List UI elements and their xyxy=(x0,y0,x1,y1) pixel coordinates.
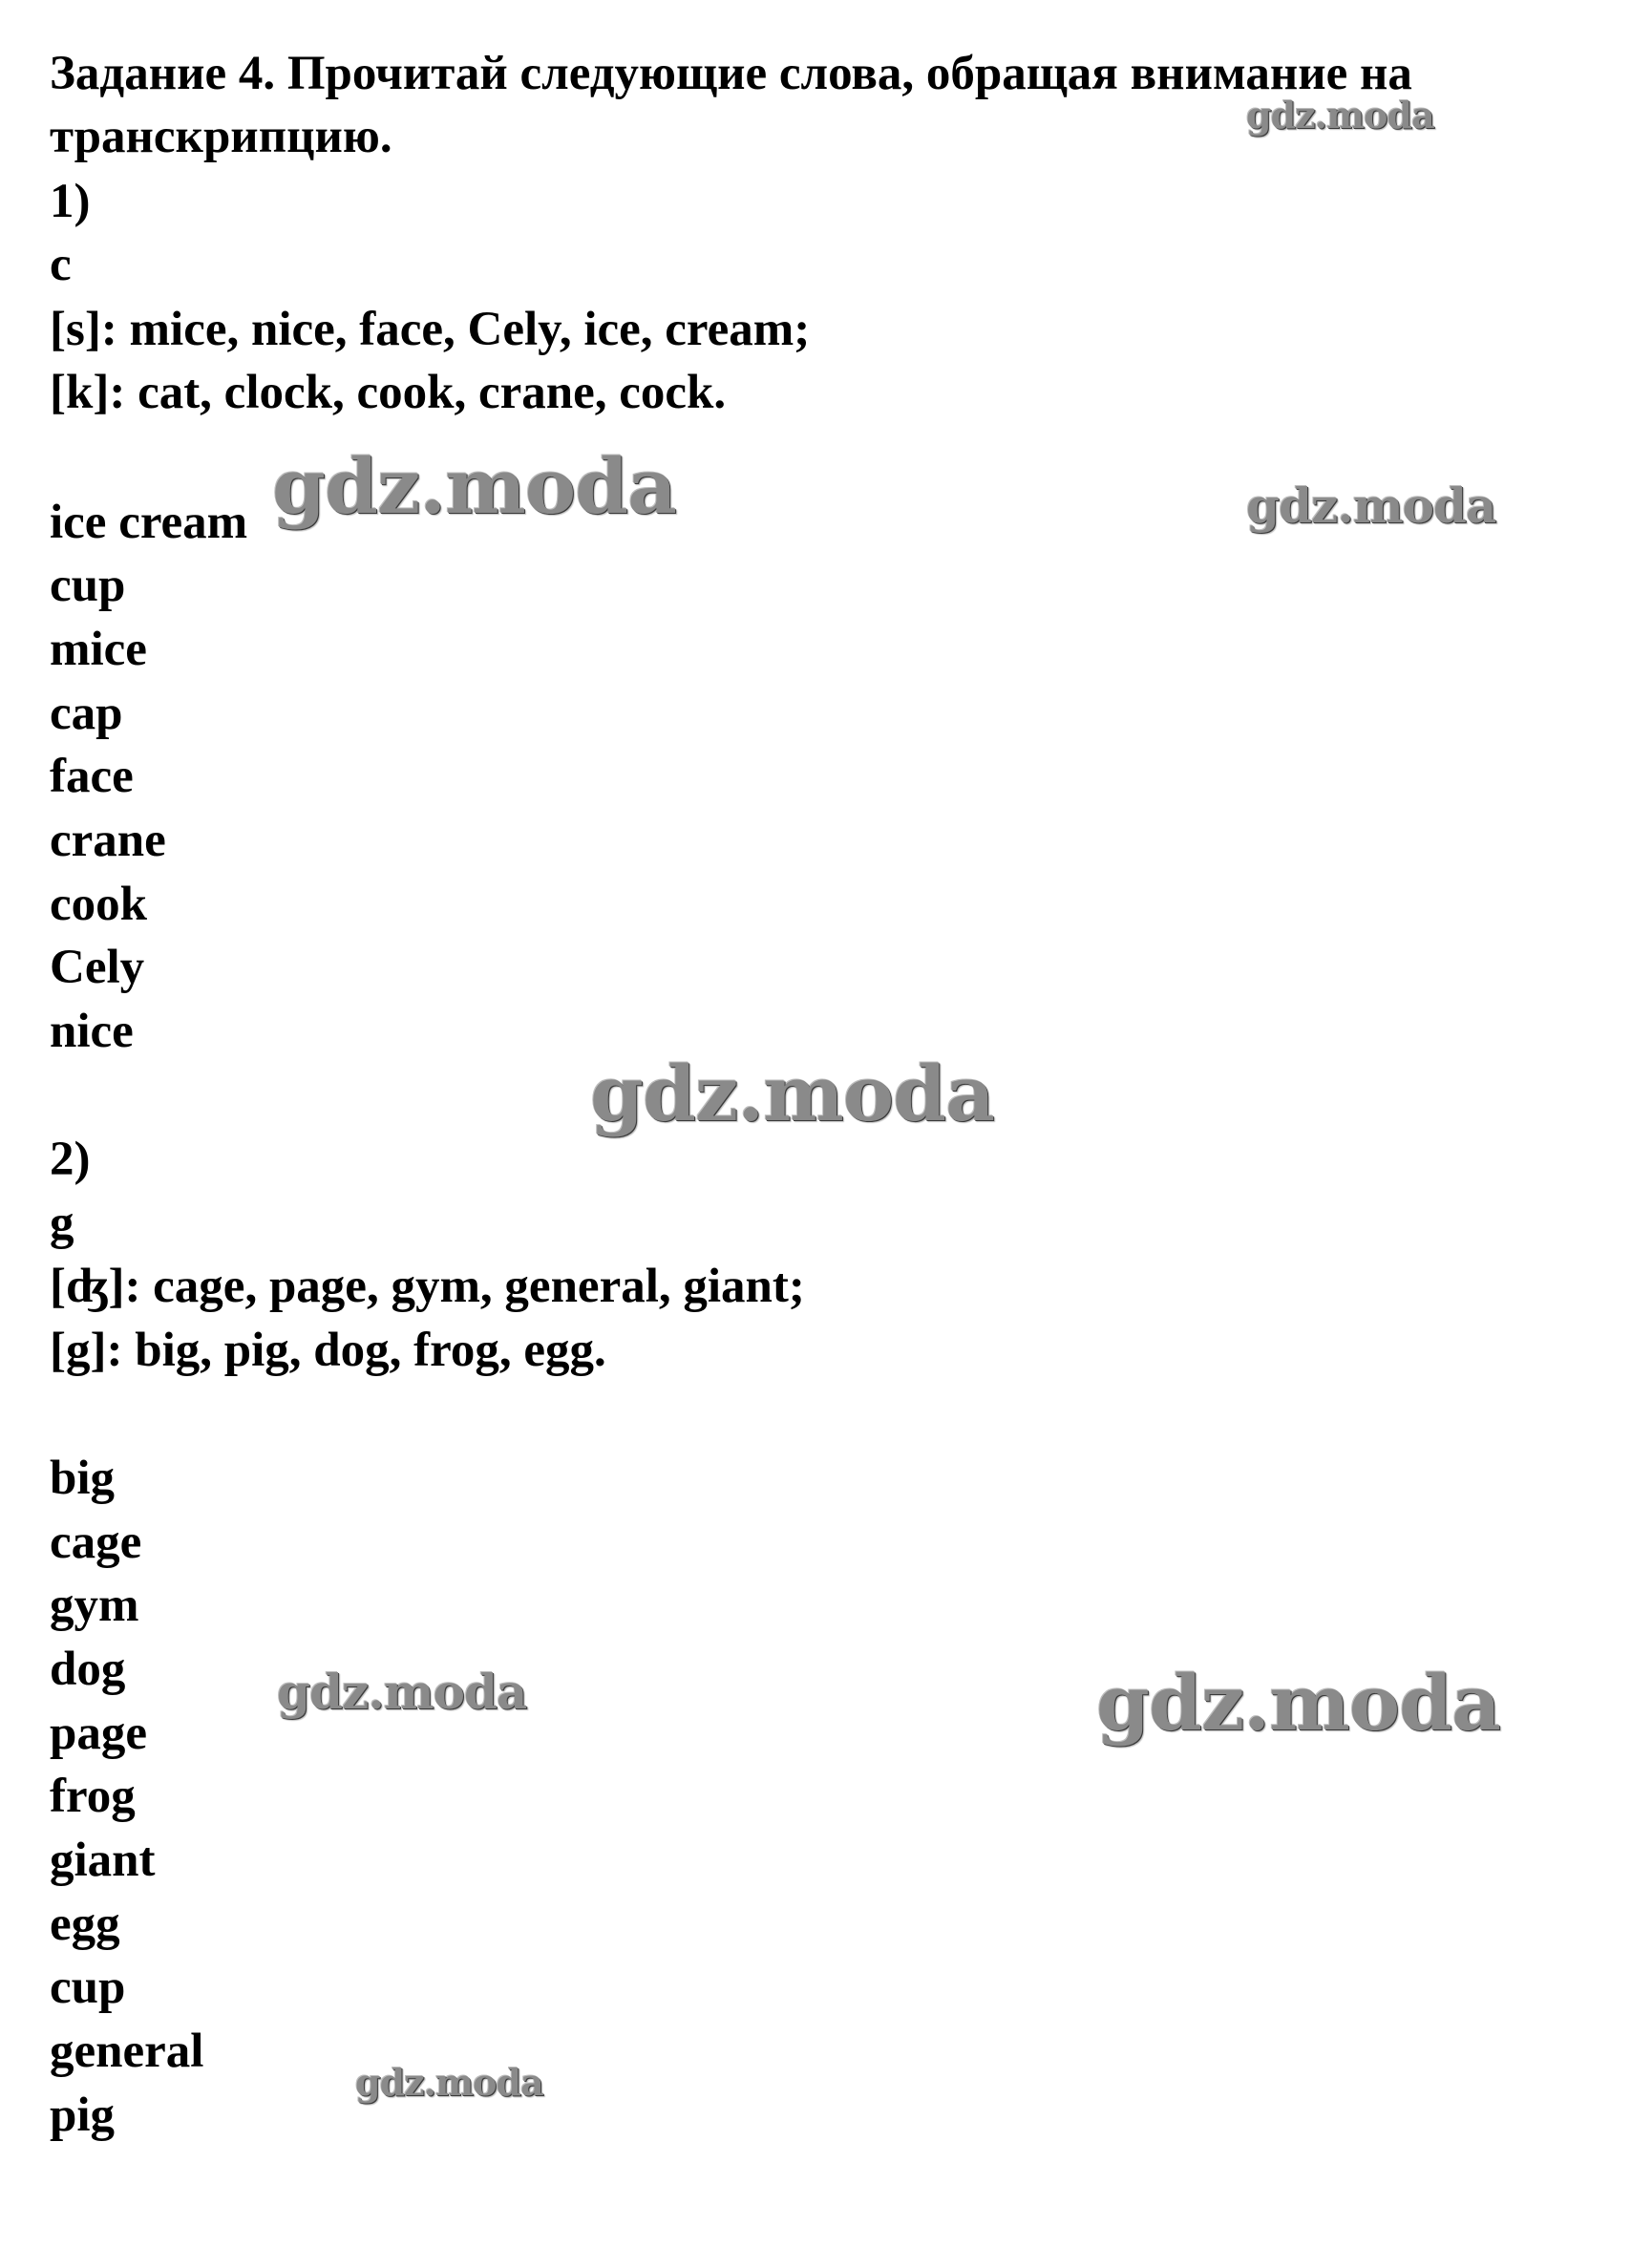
task-title-line-2: транскрипцию. xyxy=(50,110,392,163)
watermark: gdz.moda xyxy=(1096,1658,1500,1748)
section-2-number: 2) xyxy=(50,1133,91,1186)
watermark: gdz.moda xyxy=(1246,94,1434,137)
section-2-letter: g xyxy=(50,1197,74,1250)
section-1-rule-s: [s]: mice, nice, face, Cely, ice, cream; xyxy=(50,303,811,356)
section-1-word: face xyxy=(50,750,134,803)
section-2-rule-dz: [ʤ]: cage, page, gym, general, giant; xyxy=(50,1260,805,1313)
section-1-word: cap xyxy=(50,687,123,740)
section-1-word: cup xyxy=(50,559,126,612)
section-2-word: pig xyxy=(50,2089,116,2142)
watermark: gdz.moda xyxy=(272,441,676,531)
watermark: gdz.moda xyxy=(355,2061,543,2104)
section-2-word: big xyxy=(50,1452,116,1505)
section-2-word: general xyxy=(50,2025,204,2078)
section-2-word: page xyxy=(50,1707,147,1760)
section-1-word: Cely xyxy=(50,941,145,994)
section-1-word: crane xyxy=(50,814,166,867)
section-2-word: cup xyxy=(50,1961,126,2014)
section-1-letter: c xyxy=(50,238,72,291)
section-1-word: ice cream xyxy=(50,496,248,549)
watermark: gdz.moda xyxy=(590,1049,994,1138)
section-2-word: egg xyxy=(50,1898,120,1951)
section-1-number: 1) xyxy=(50,175,91,228)
section-2-word: gym xyxy=(50,1579,139,1632)
section-2-word: cage xyxy=(50,1516,142,1569)
section-1-word: cook xyxy=(50,878,147,931)
watermark: gdz.moda xyxy=(1246,477,1496,534)
section-1-word: nice xyxy=(50,1005,134,1058)
task-title-line-1: Задание 4. Прочитай следующие слова, обращая внимание на xyxy=(50,47,1412,100)
section-2-word: giant xyxy=(50,1834,156,1887)
section-2-rule-g: [g]: big, pig, dog, frog, egg. xyxy=(50,1324,606,1377)
section-1-rule-k: [k]: cat, clock, cook, crane, cock. xyxy=(50,366,727,419)
section-1-word: mice xyxy=(50,623,147,676)
section-2-word: frog xyxy=(50,1770,136,1823)
section-2-word: dog xyxy=(50,1643,126,1696)
watermark: gdz.moda xyxy=(277,1664,527,1720)
